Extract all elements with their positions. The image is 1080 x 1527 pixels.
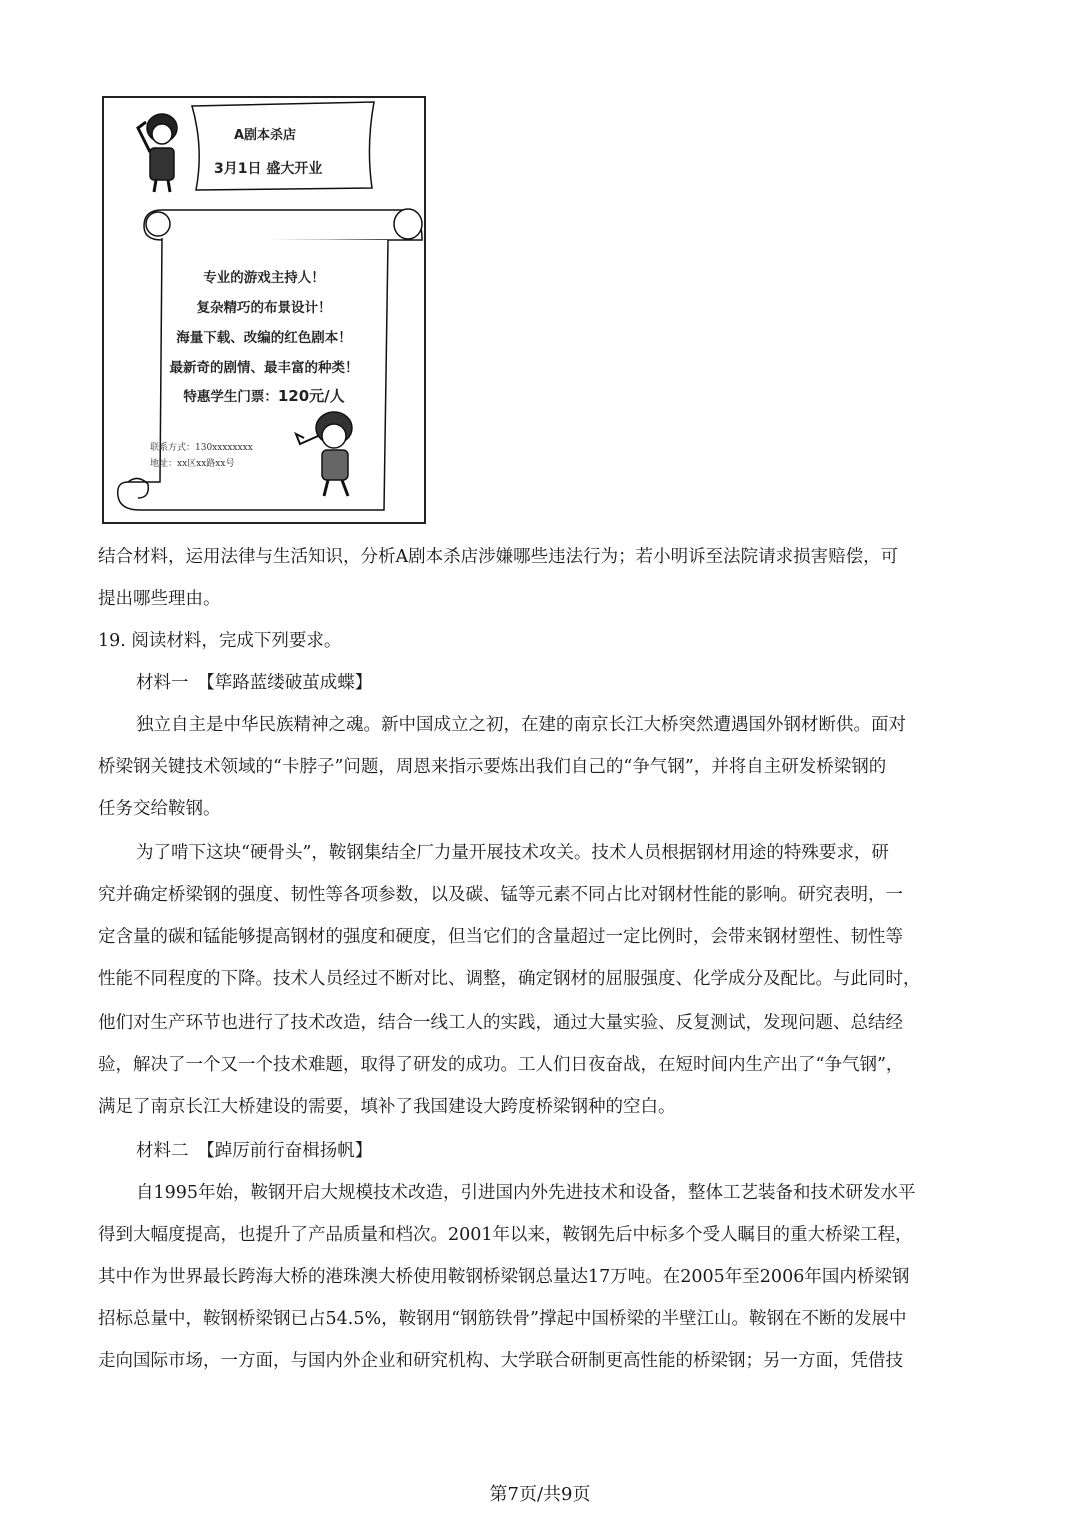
material1-title: 材料一 【筚路蓝缕破茧成蝶】 — [136, 673, 373, 693]
page-number: 第7页/共9页 — [489, 1484, 591, 1505]
ad-line-design: 复杂精巧的布景设计！ — [196, 300, 332, 316]
m2p1-line: 得到大幅度提高，也提升了产品质量和档次。2001年以来，鞍钢先后中标多个受人瞩目的重大桥梁工程， — [98, 1225, 913, 1245]
saluting-figure-icon — [138, 114, 177, 192]
m1p2-line: 为了啃下这块“硬骨头”，鞍钢集结全厂力量开展技术攻关。技术人员根据钢材用途的特殊要求，研 — [136, 843, 889, 863]
m2p1-line: 走向国际市场，一方面，与国内外企业和研究机构、大学联合研制更高性能的桥梁钢；另一方面，凭借技 — [98, 1351, 903, 1371]
ticket-price: 120元/人 — [277, 387, 345, 405]
material2-title: 材料二 【踔厉前行奋楫扬帆】 — [136, 1141, 373, 1161]
m1p2-line: 性能不同程度的下降。技术人员经过不断对比、调整，确定钢材的屈服强度、化学成分及配比。与此同时， — [98, 969, 921, 989]
m1p2-line: 验，解决了一个又一个技术难题，取得了研发的成功。工人们日夜奋战，在短时间内生产出了“争气钢”， — [98, 1055, 904, 1075]
q18-line-1: 结合材料，运用法律与生活知识，分析A剧本杀店涉嫌哪些违法行为；若小明诉至法院请求损害赔偿，可 — [98, 547, 899, 567]
ad-line-host: 专业的游戏主持人！ — [203, 270, 325, 286]
ad-line-scripts: 海量下载、改编的红色剧本！ — [176, 330, 352, 346]
m1p2-line: 他们对生产环节也进行了技术改造，结合一线工人的实践，通过大量实验、反复测试，发现问题、总结经 — [98, 1013, 903, 1033]
m1p1-line: 独立自主是中华民族精神之魂。新中国成立之初，在建的南京长江大桥突然遭遇国外钢材断供。面对 — [136, 715, 906, 735]
poster-address: 地址：xx区xx路xx号 — [150, 459, 235, 469]
m2p1-line: 自1995年始，鞍钢开启大规模技术改造，引进国内外先进技术和设备，整体工艺装备和技术研发水平 — [136, 1183, 916, 1203]
m2p1-line: 其中作为世界最长跨海大桥的港珠澳大桥使用鞍钢桥梁钢总量达17万吨。在2005年至2006年国内桥梁钢 — [98, 1267, 910, 1287]
ad-line-variety: 最新奇的剧情、最丰富的种类！ — [169, 360, 359, 376]
poster-contact: 联系方式：130xxxxxxxx — [150, 443, 253, 453]
m1p2-line: 究并确定桥梁钢的强度、韧性等各项参数，以及碳、锰等元素不同占比对钢材性能的影响。研究表明，一 — [98, 885, 903, 905]
banner-title: A剧本杀店 — [234, 128, 297, 143]
m2p1-line: 招标总量中，鞍钢桥梁钢已占54.5%，鞍钢用“钢筋铁骨”撑起中国桥梁的半壁江山。鞍钢在不断的发展中 — [98, 1309, 907, 1329]
ticket-line — [102, 385, 426, 406]
m1p1-line: 桥梁钢关键技术领域的“卡脖子”问题，周恩来指示要炼出我们自己的“争气钢”，并将自主研发桥梁钢的 — [98, 757, 887, 777]
m1p2-line: 定含量的碳和锰能够提高钢材的强度和硬度，但当它们的含量超过一定比例时，会带来钢材塑性、韧性等 — [98, 927, 903, 947]
ticket-label: 特惠学生门票： — [183, 389, 278, 405]
q18-line-2: 提出哪些理由。 — [98, 589, 221, 609]
q19-heading: 19. 阅读材料，完成下列要求。 — [98, 631, 342, 651]
m1p1-line: 任务交给鞍钢。 — [98, 799, 221, 819]
m1p2-line: 满足了南京长江大桥建设的需要，填补了我国建设大跨度桥梁钢种的空白。 — [98, 1097, 676, 1117]
banner-date: 3月1日 盛大开业 — [214, 161, 323, 177]
